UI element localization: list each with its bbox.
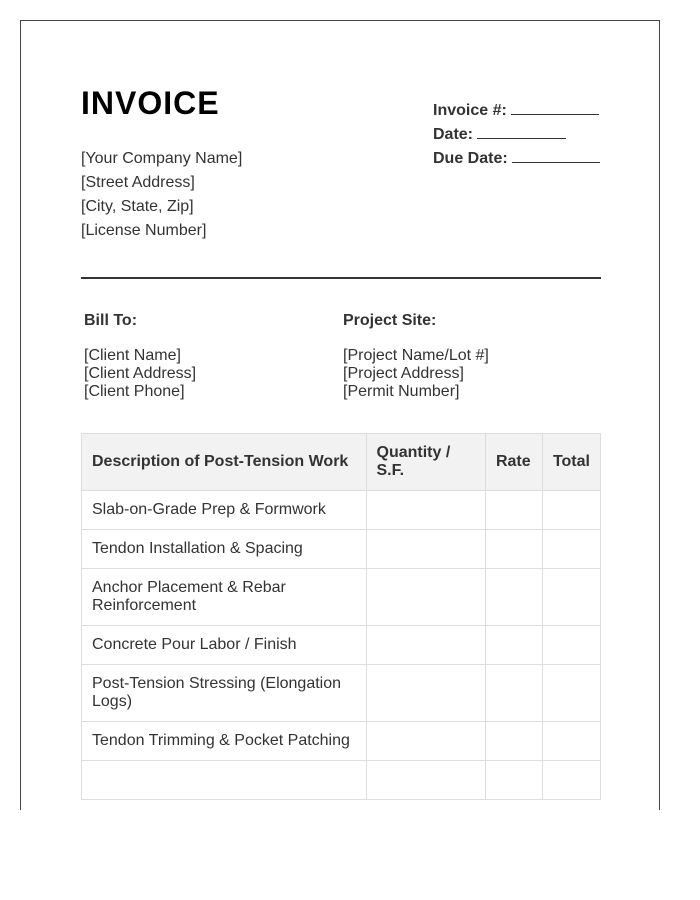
project-name: [Project Name/Lot #]: [343, 347, 489, 364]
row-rate: [485, 530, 542, 569]
row-quantity: [366, 626, 485, 665]
row-rate: [485, 491, 542, 530]
row-total: [542, 530, 600, 569]
row-rate: [485, 626, 542, 665]
row-quantity: [366, 569, 485, 626]
bill-to-heading: Bill To:: [84, 312, 138, 329]
row-description: Concrete Pour Labor / Finish: [82, 626, 367, 665]
row-description: Slab-on-Grade Prep & Formwork: [82, 491, 367, 530]
row-description: Anchor Placement & Rebar Reinforcement: [82, 569, 367, 626]
row-total: [542, 626, 600, 665]
row-rate: [485, 761, 542, 800]
company-block: [81, 147, 242, 243]
client-phone: [Client Phone]: [84, 383, 185, 400]
invoice-number-label: Invoice #:: [433, 102, 507, 119]
client-name: [Client Name]: [84, 347, 181, 364]
table-row: [82, 665, 601, 722]
header-total: Total: [542, 434, 600, 491]
row-total: [542, 761, 600, 800]
invoice-title: INVOICE: [81, 85, 220, 121]
table-row: [82, 530, 601, 569]
client-address: [Client Address]: [84, 365, 197, 382]
header-rate: Rate: [485, 434, 542, 491]
row-description: Tendon Trimming & Pocket Patching: [82, 722, 367, 761]
permit-number: [Permit Number]: [343, 383, 460, 400]
company-street: [Street Address]: [81, 174, 195, 191]
row-quantity: [366, 761, 485, 800]
row-total: [542, 665, 600, 722]
table-row: [82, 761, 601, 800]
row-quantity: [366, 665, 485, 722]
header-quantity: Quantity / S.F.: [366, 434, 485, 491]
header-divider: [81, 277, 601, 279]
row-description: Tendon Installation & Spacing: [82, 530, 367, 569]
row-description: [82, 761, 367, 800]
table-header-row: [82, 434, 601, 491]
row-total: [542, 569, 600, 626]
company-license: [License Number]: [81, 222, 207, 239]
table-row: [82, 626, 601, 665]
row-rate: [485, 569, 542, 626]
project-site-heading: Project Site:: [343, 312, 437, 329]
invoice-number-row: [433, 99, 600, 123]
row-total: [542, 722, 600, 761]
project-address: [Project Address]: [343, 365, 464, 382]
company-city: [City, State, Zip]: [81, 198, 194, 215]
table-row: [82, 491, 601, 530]
invoice-date-blank: [477, 123, 566, 139]
header-description: Description of Post-Tension Work: [82, 434, 367, 491]
line-items-table: [81, 433, 601, 800]
project-site-block: [343, 311, 489, 401]
table-row: [82, 569, 601, 626]
row-quantity: [366, 491, 485, 530]
invoice-due-date-row: [433, 147, 600, 171]
bill-to-block: [84, 311, 196, 401]
row-total: [542, 491, 600, 530]
row-rate: [485, 722, 542, 761]
invoice-date-label: Date:: [433, 126, 474, 143]
invoice-page: [20, 20, 660, 810]
row-quantity: [366, 722, 485, 761]
table-row: [82, 722, 601, 761]
invoice-due-date-label: Due Date:: [433, 150, 508, 167]
invoice-due-date-blank: [512, 147, 600, 163]
row-rate: [485, 665, 542, 722]
invoice-number-blank: [511, 99, 599, 115]
row-description: Post-Tension Stressing (Elongation Logs): [82, 665, 367, 722]
row-quantity: [366, 530, 485, 569]
company-name: [Your Company Name]: [81, 150, 243, 167]
invoice-date-row: [433, 123, 600, 147]
invoice-meta: [433, 99, 600, 171]
